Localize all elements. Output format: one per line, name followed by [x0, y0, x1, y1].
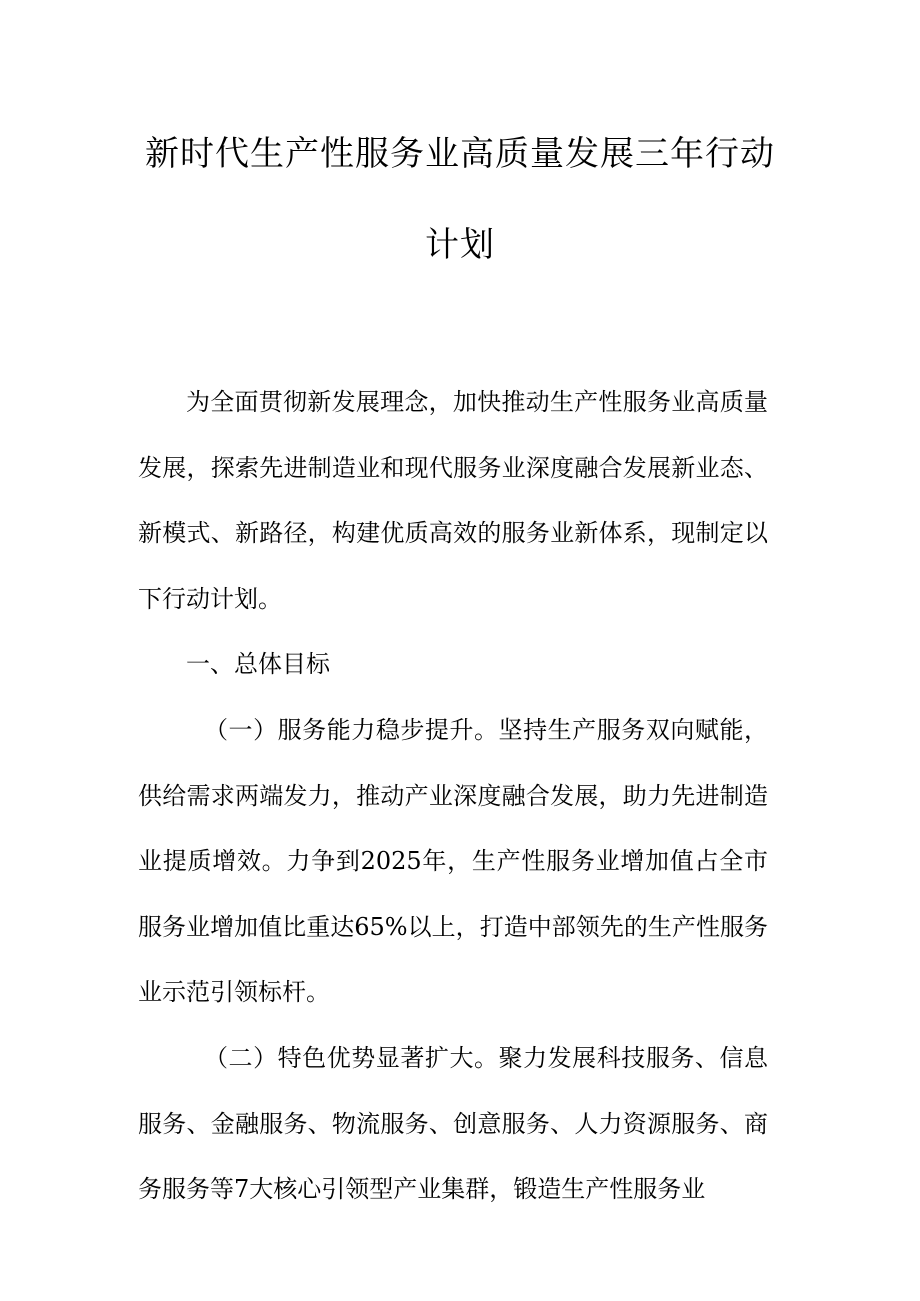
intro-paragraph: 为全面贯彻新发展理念，加快推动生产性服务业高质量发展，探索先进制造业和现代服务业深度融合发展新业态、新模式、新路径，构建优质高效的服务业新体系，现制定以下行动计划。 — [138, 388, 768, 613]
goal-item-2-paragraph: （二）特色优势显著扩大。聚力发展科技服务、信息服务、金融服务、物流服务、创意服务、人力资源服务、商务服务等7大核心引领型产业集群，锻造生产性服务业 — [138, 1043, 768, 1204]
goal-item-1-paragraph: （一）服务能力稳步提升。坚持生产服务双向赋能，供给需求两端发力，推动产业深度融合发展，助力先进制造业提质增效。力争到2025年，生产性服务业增加值占全市服务业增加值比重达65%以上，打造中部领先的生产性服务业示范引领标杆。 — [138, 715, 768, 1007]
document-title-line-1: 新时代生产性服务业高质量发展三年行动 — [145, 134, 775, 174]
document-title-line-2: 计划 — [425, 225, 495, 265]
document-body — [138, 370, 768, 1223]
section-heading-overall-goals: 一、总体目标 — [186, 650, 330, 679]
